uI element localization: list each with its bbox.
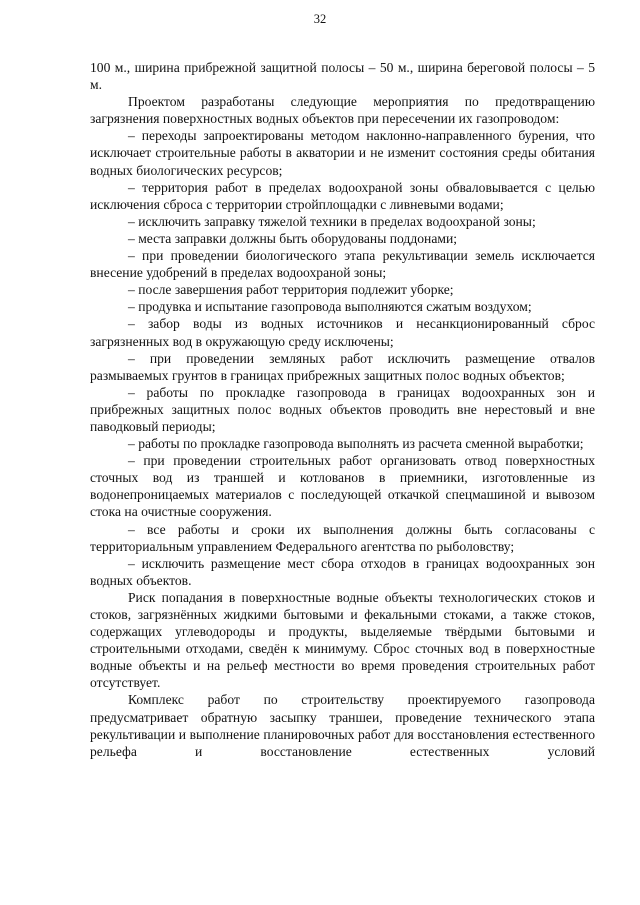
paragraph: – территория работ в пределах водоохраной зоны обваловывается с целью исключения сброса с территории стройплощадки с ливневыми водами;	[90, 179, 595, 212]
paragraph: – работы по прокладке газопровода в границах водоохранных зон и прибрежных защитных полос водных объектов проводить вне нерестовый и вне паводковый периоды;	[90, 384, 595, 434]
paragraph: – после завершения работ территория подлежит уборке;	[128, 282, 454, 298]
paragraph: – работы по прокладке газопровода выполнять из расчета сменной выработки;	[128, 436, 584, 452]
paragraph: – места заправки должны быть оборудованы поддонами;	[128, 230, 458, 246]
paragraph: Комплекс работ по строительству проектируемого газопровода предусматривает обратную засыпку траншеи, проведение технического этапа рекультивации и выполнение планировочных работ для восстановления естественного рельефа и восстановление естественных условий	[90, 692, 595, 759]
paragraph: – при проведении земляных работ исключить размещение отвалов размываемых грунтов в границах прибрежных защитных полос водных объектов;	[90, 350, 595, 383]
paragraph: – переходы запроектированы методом наклонно-направленного бурения, что исключает строительные работы в акватории и не изменит состояния среды обитания водных биологических ресурсов;	[90, 128, 595, 178]
paragraph: – забор воды из водных источников и несанкционированный сброс загрязненных вод в окружающую среду исключены;	[90, 316, 595, 349]
paragraph: Проектом разработаны следующие мероприятия по предотвращению загрязнения поверхностных водных объектов при пересечении их газопроводом:	[90, 94, 595, 127]
page-number: 32	[313, 12, 327, 26]
paragraph: – при проведении биологического этапа рекультивации земель исключается внесение удобрений в пределах водоохраной зоны;	[90, 248, 595, 281]
paragraph: – исключить размещение мест сбора отходов в границах водоохранных зон водных объектов.	[90, 555, 595, 588]
paragraph: – при проведении строительных работ организовать отвод поверхностных сточных вод из траншей и котлованов в приемники, изготовленные из водонепроницаемых материалов с последующей откачкой спецмашиной и вывозом стока на очистные сооружения.	[90, 453, 595, 520]
body-text	[90, 59, 595, 760]
paragraph: – все работы и сроки их выполнения должны быть согласованы с территориальным управлением Федерального агентства по рыболовству;	[90, 521, 595, 554]
paragraph: 100 м., ширина прибрежной защитной полосы – 50 м., ширина береговой полосы – 5 м.	[90, 60, 595, 93]
paragraph: – продувка и испытание газопровода выполняются сжатым воздухом;	[128, 299, 532, 315]
paragraph: – исключить заправку тяжелой техники в пределах водоохраной зоны;	[128, 213, 536, 229]
paragraph: Риск попадания в поверхностные водные объекты технологических стоков и стоков, загрязнённых жидкими бытовыми и фекальными стоками, а также стоков, содержащих углеводороды и продукты, выделяемые твёрдыми бытовыми и строительными отходами, сведён к минимуму. Сброс сточных вод в поверхностные водные объекты и на рельеф местности во время проведения строительных работ отсутствует.	[90, 589, 595, 691]
